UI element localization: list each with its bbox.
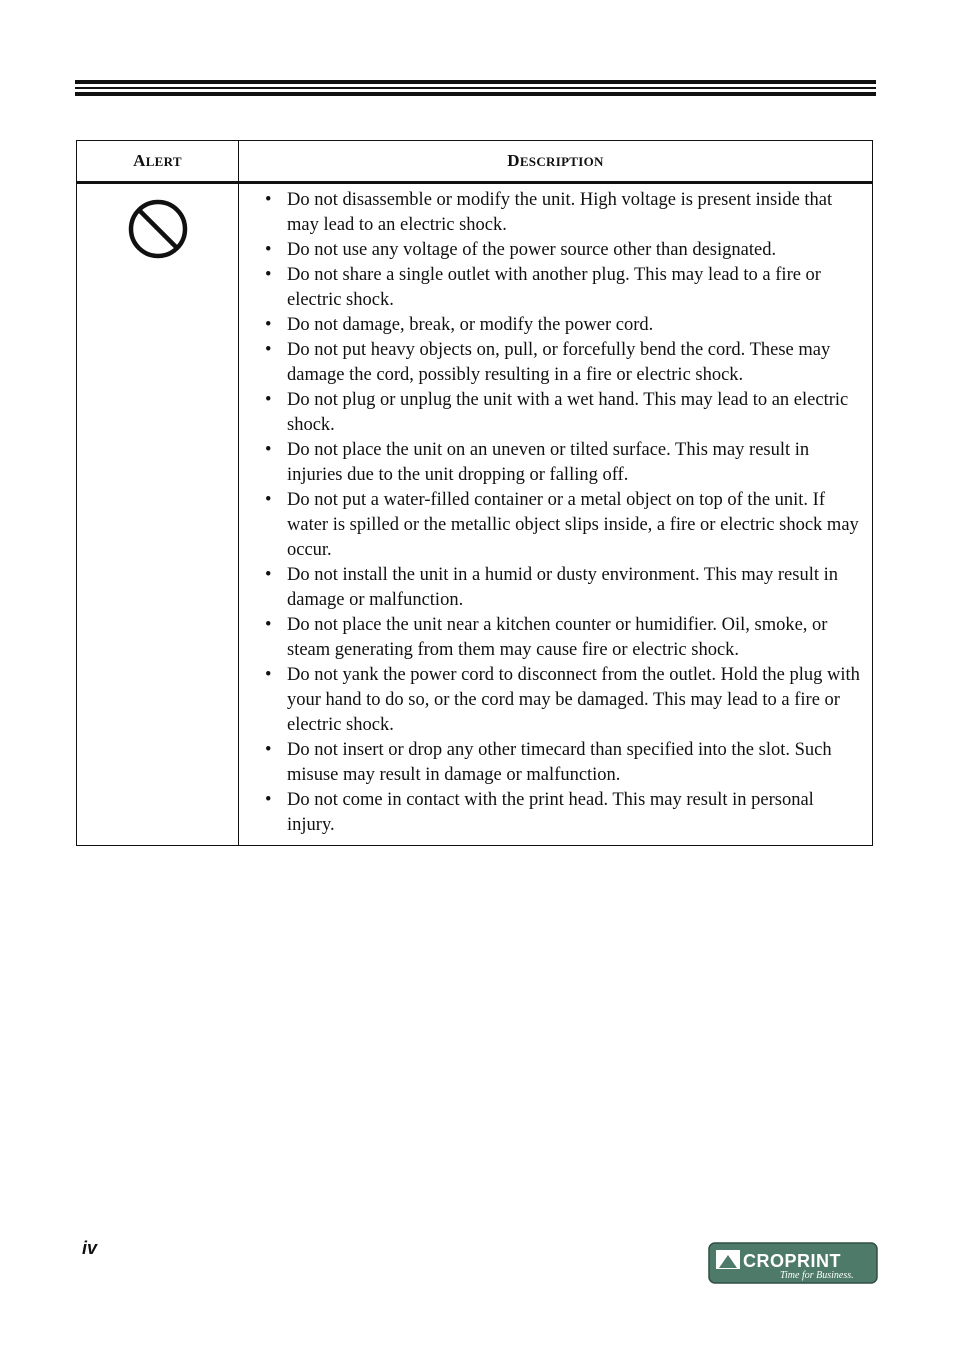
page-number: iv [82, 1238, 98, 1258]
list-item: • Do not plug or unplug the unit with a wet hand. This may lead to an electric shock. [265, 388, 866, 438]
logo-brand-text: CROPRINT [743, 1251, 841, 1271]
header-rule-bottom [75, 92, 876, 96]
description-column-header: DESCRIPTION [239, 141, 873, 183]
table-row [77, 183, 873, 846]
list-item: • Do not install the unit in a humid or dusty environment. This may result in damage or malfunction. [265, 563, 866, 613]
header-rule-top [75, 80, 876, 84]
list-item: • Do not disassemble or modify the unit. High voltage is present inside that may lead to an electric shock. [265, 188, 866, 238]
list-item: • Do not place the unit on an uneven or tilted surface. This may result in injuries due to the unit dropping or falling off. [265, 438, 866, 488]
description-cell [239, 183, 873, 846]
prohibition-icon [127, 198, 189, 260]
list-item: • Do not yank the power cord to disconnect from the outlet. Hold the plug with your hand to do so, or the cord may be damaged. This may lead to a fire or electric shock. [265, 663, 866, 738]
list-item: • Do not put heavy objects on, pull, or forcefully bend the cord. These may damage the cord, possibly resulting in a fire or electric shock. [265, 338, 866, 388]
description-list [239, 184, 872, 845]
alert-icon-cell [77, 183, 239, 846]
list-item: • Do not come in contact with the print head. This may result in personal injury. [265, 788, 866, 838]
list-item: • Do not use any voltage of the power source other than designated. [265, 238, 866, 263]
list-item: • Do not put a water-filled container or a metal object on top of the unit. If water is spilled or the metallic object slips inside, a fire or electric shock may occur. [265, 488, 866, 563]
table-header-row [77, 141, 873, 183]
header-rule-middle [75, 87, 876, 89]
list-item: • Do not place the unit near a kitchen counter or humidifier. Oil, smoke, or steam generating from them may cause fire or electric shock. [265, 613, 866, 663]
alert-column-header: ALERT [77, 141, 239, 183]
list-item: • Do not insert or drop any other timecard than specified into the slot. Such misuse may result in damage or malfunction. [265, 738, 866, 788]
alert-table [76, 140, 873, 846]
logo-tagline-text: Time for Business. [780, 1270, 854, 1281]
list-item: • Do not damage, break, or modify the power cord. [265, 313, 866, 338]
list-item: • Do not share a single outlet with another plug. This may lead to a fire or electric shock. [265, 263, 866, 313]
acroprint-logo [708, 1242, 878, 1284]
